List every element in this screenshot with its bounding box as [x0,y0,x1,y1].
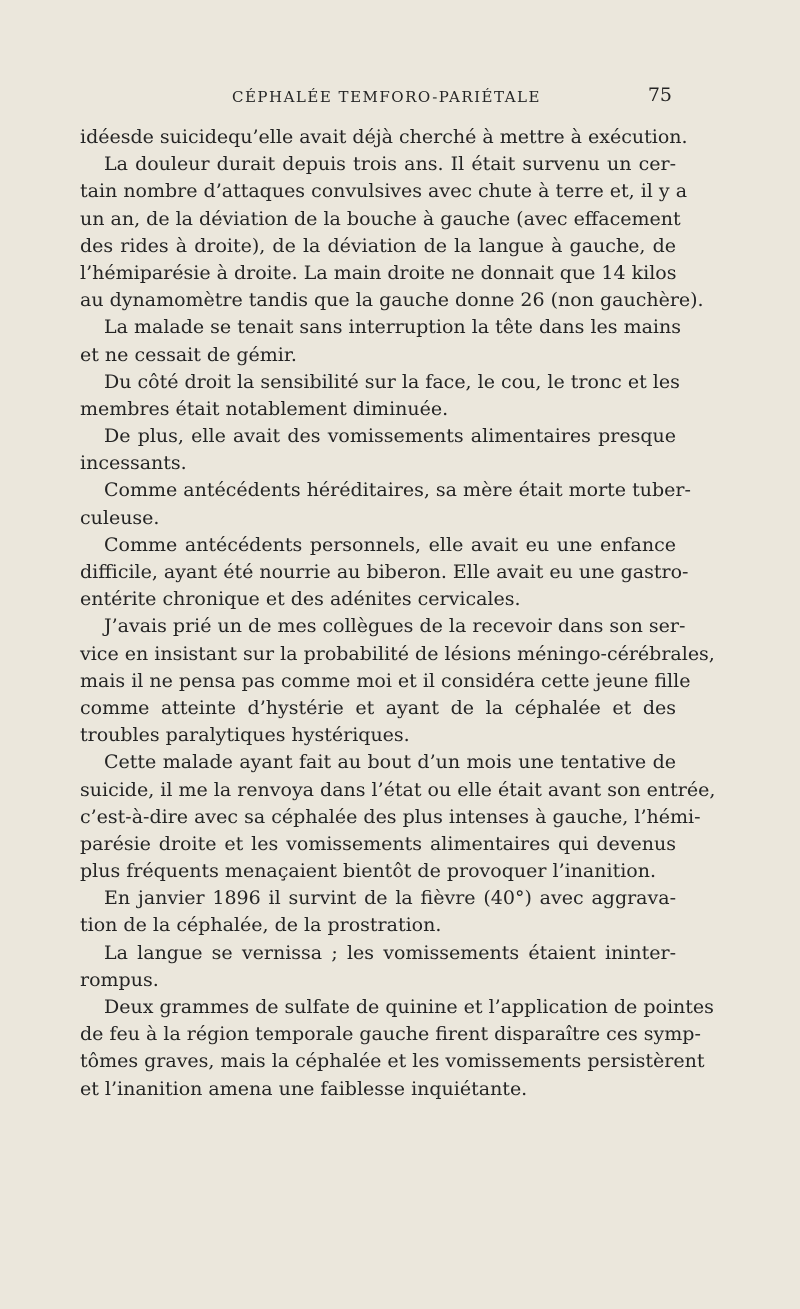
text-line: parésie droite et les vomissements alimentaires qui devenus [80,832,676,855]
text-line: difficile, ayant été nourrie au biberon. Elle avait eu une gastro- [80,561,689,583]
page-number: 75 [647,84,672,106]
text-line: tion de la céphalée, de la prostration. [80,914,442,937]
text-line: Deux grammes de sulfate de quinine et l’application de pointes [104,996,714,1018]
text-line: l’hémiparésie à droite. La main droite ne donnait que 14 kilos [80,261,677,284]
text-line: La douleur durait depuis trois ans. Il était survenu un cer- [104,153,676,176]
text-line: rompus. [80,968,159,991]
text-line: de feu à la région temporale gauche firent disparaître ces symp- [80,1023,701,1046]
text-line: idéesde suicidequ’elle avait déjà cherché à mettre à exécution. [80,126,688,148]
text-line: vice en insistant sur la probabilité de lésions méningo-cérébrales, [80,642,715,665]
text-line: tain nombre d’attaques convulsives avec chute à terre et, il y a [80,180,688,203]
text-line: et l’inanition amena une faiblesse inquiétante. [80,1077,528,1100]
text-line: En janvier 1896 il survint de la fièvre (40°) avec aggrava- [104,887,676,910]
text-line: Du côté droit la sensibilité sur la face, le cou, le tronc et les [104,370,680,393]
text-line: Comme antécédents personnels, elle avait eu une enfance [104,533,676,556]
text-line: J’avais prié un de mes collègues de la recevoir dans son ser- [104,615,686,638]
text-line: un an, de la déviation de la bouche à gauche (avec effacement [80,207,681,230]
text-line: comme atteinte d’hystérie et ayant de la céphalée et des [80,696,676,719]
text-line: tômes graves, mais la céphalée et les vomissements persistèrent [80,1050,705,1073]
body-text [80,124,716,1103]
text-line: au dynamomètre tandis que la gauche donne 26 (non gauchère). [80,289,704,312]
text-line: des rides à droite), de la déviation de la langue à gauche, de [80,234,676,257]
text-line: De plus, elle avait des vomissements alimentaires presque [104,425,676,448]
running-title: CÉPHALÉE TEMFORO-PARIÉTALE [232,88,541,106]
text-line: culeuse. [80,506,160,529]
text-line: et ne cessait de gémir. [80,343,297,366]
text-line: La langue se vernissa ; les vomissements étaient ininter- [104,941,676,964]
text-line: incessants. [80,452,187,475]
text-line: suicide, il me la renvoya dans l’état ou elle était avant son entrée, [80,778,716,801]
text-line: La malade se tenait sans interruption la tête dans les mains [104,316,681,339]
text-line: c’est-à-dire avec sa céphalée des plus intenses à gauche, l’hémi- [80,805,701,828]
text-line: troubles paralytiques hystériques. [80,724,410,747]
page-header [80,84,680,114]
text-line: plus fréquents menaçaient bientôt de provoquer l’inanition. [80,860,656,883]
text-line: entérite chronique et des adénites cervicales. [80,588,521,611]
text-line: membres était notablement diminuée. [80,397,449,420]
text-line: mais il ne pensa pas comme moi et il considéra cette jeune fille [80,669,691,692]
text-line: Cette malade ayant fait au bout d’un mois une tentative de [104,751,676,774]
text-line: Comme antécédents héréditaires, sa mère était morte tuber- [104,479,691,502]
